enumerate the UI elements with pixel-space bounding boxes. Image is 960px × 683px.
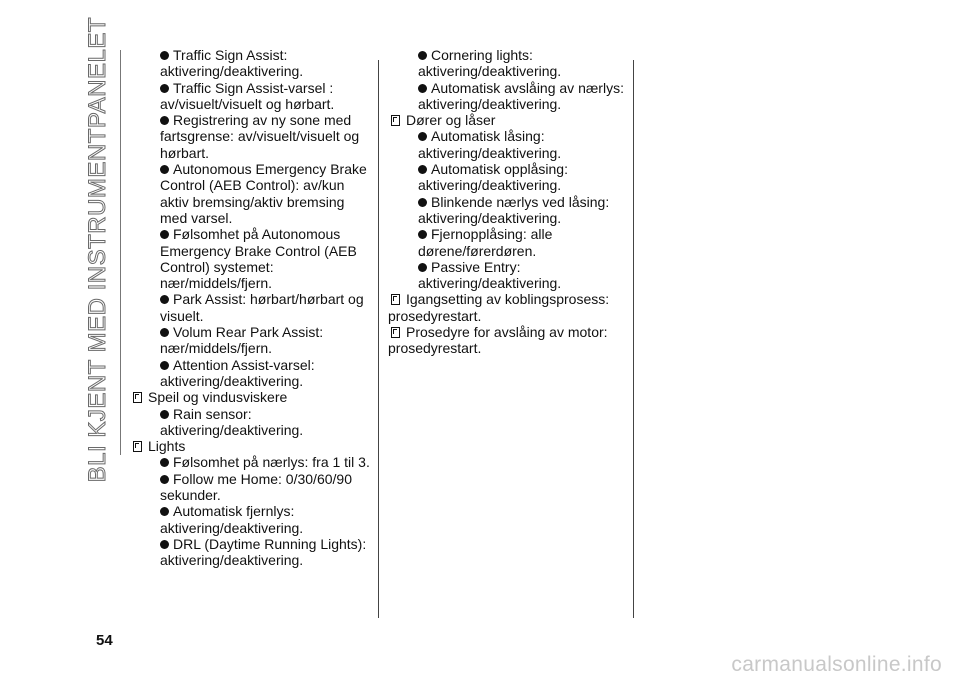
watermark: carmanualsonline.info (731, 653, 942, 676)
section-heading (388, 324, 628, 357)
chapter-title-text: BLI KJENT MED INSTRUMENTPANELET (84, 17, 111, 483)
bullet-icon (160, 116, 169, 125)
list-item (130, 291, 370, 324)
menu-box-icon (133, 441, 142, 452)
section-heading (130, 438, 370, 454)
right-column (388, 47, 628, 357)
item-text: Prosedyre for avslåing av motor: prosedyrestart. (388, 324, 608, 357)
item-text: Dører og låser (406, 112, 496, 129)
bullet-icon (418, 165, 427, 174)
left-column (130, 47, 370, 569)
item-text: Cornering lights: aktivering/deaktivering. (418, 47, 562, 80)
bullet-icon (160, 475, 169, 484)
list-item (130, 406, 370, 439)
bullet-icon (160, 295, 169, 304)
bullet-icon (160, 165, 169, 174)
bullet-icon (160, 507, 169, 516)
item-text: Automatisk avslåing av nærlys: aktivering/deaktivering. (418, 79, 624, 112)
menu-box-icon (133, 392, 142, 403)
bullet-icon (418, 198, 427, 207)
bullet-icon (418, 230, 427, 239)
item-text: Traffic Sign Assist: aktivering/deaktivering. (160, 47, 304, 80)
list-item (130, 112, 370, 161)
bullet-icon (160, 458, 169, 467)
item-text: Fjernopplåsing: alle dørene/førerdøren. (418, 226, 553, 259)
list-item (130, 471, 370, 504)
item-text: Registrering av ny sone med fartsgrense: av/visuelt/visuelt og hørbart. (160, 112, 360, 161)
list-item (130, 324, 370, 357)
list-item (388, 128, 628, 161)
item-text: Igangsetting av koblingsprosess: prosedyrestart. (388, 291, 610, 324)
item-text: Lights (148, 438, 186, 455)
bullet-icon (418, 84, 427, 93)
bullet-icon (418, 51, 427, 60)
bullet-icon (160, 84, 169, 93)
list-item (130, 161, 370, 226)
list-item (130, 454, 370, 470)
list-item (130, 80, 370, 113)
item-text: Follow me Home: 0/30/60/90 sekunder. (160, 470, 352, 504)
item-text: Speil og vindusviskere (148, 389, 288, 406)
section-heading (130, 389, 370, 405)
bullet-icon (160, 51, 169, 60)
item-text: Rain sensor: aktivering/deaktivering. (160, 405, 304, 438)
list-item (130, 357, 370, 390)
list-item (130, 536, 370, 569)
item-text: Automatisk opplåsing: aktivering/deaktivering. (418, 161, 568, 194)
item-text: DRL (Daytime Running Lights): aktivering/deaktivering. (160, 535, 367, 569)
item-text: Følsomhet på Autonomous Emergency Brake Control (AEB Control) systemet: nær/middels/fjern. (160, 226, 357, 292)
section-heading (388, 291, 628, 324)
bullet-icon (160, 230, 169, 239)
chapter-side-title (83, 17, 113, 483)
column-divider-2 (633, 60, 634, 618)
page-number: 54 (96, 632, 113, 649)
list-item (388, 226, 628, 259)
bullet-icon (418, 263, 427, 272)
item-text: Passive Entry: aktivering/deaktivering. (418, 258, 562, 292)
menu-box-icon (391, 327, 400, 338)
item-text: Automatisk låsing: aktivering/deaktivering. (418, 128, 562, 161)
item-text: Park Assist: hørbart/hørbart og visuelt. (160, 291, 364, 324)
menu-box-icon (391, 294, 400, 305)
item-text: Følsomhet på nærlys: fra 1 til 3. (173, 454, 370, 471)
list-item (388, 80, 628, 113)
list-item (130, 226, 370, 291)
menu-box-icon (391, 115, 400, 126)
item-text: Traffic Sign Assist-varsel : av/visuelt/visuelt og hørbart. (160, 79, 335, 112)
side-divider (120, 50, 121, 455)
bullet-icon (418, 132, 427, 141)
item-text: Volum Rear Park Assist: nær/middels/fjern. (160, 324, 324, 357)
list-item (388, 161, 628, 194)
item-text: Autonomous Emergency Brake Control (AEB Control): av/kun aktiv bremsing/aktiv bremsing med varsel. (160, 161, 367, 226)
item-text: Automatisk fjernlys: aktivering/deaktivering. (160, 503, 304, 536)
bullet-icon (160, 361, 169, 370)
bullet-icon (160, 540, 169, 549)
section-heading (388, 112, 628, 128)
item-text: Attention Assist-varsel: aktivering/deaktivering. (160, 356, 315, 389)
bullet-icon (160, 328, 169, 337)
list-item (388, 259, 628, 292)
column-divider-1 (378, 60, 379, 618)
list-item (130, 47, 370, 80)
list-item (388, 47, 628, 80)
item-text: Blinkende nærlys ved låsing: aktivering/deaktivering. (418, 193, 610, 226)
bullet-icon (160, 410, 169, 419)
list-item (388, 194, 628, 227)
list-item (130, 503, 370, 536)
